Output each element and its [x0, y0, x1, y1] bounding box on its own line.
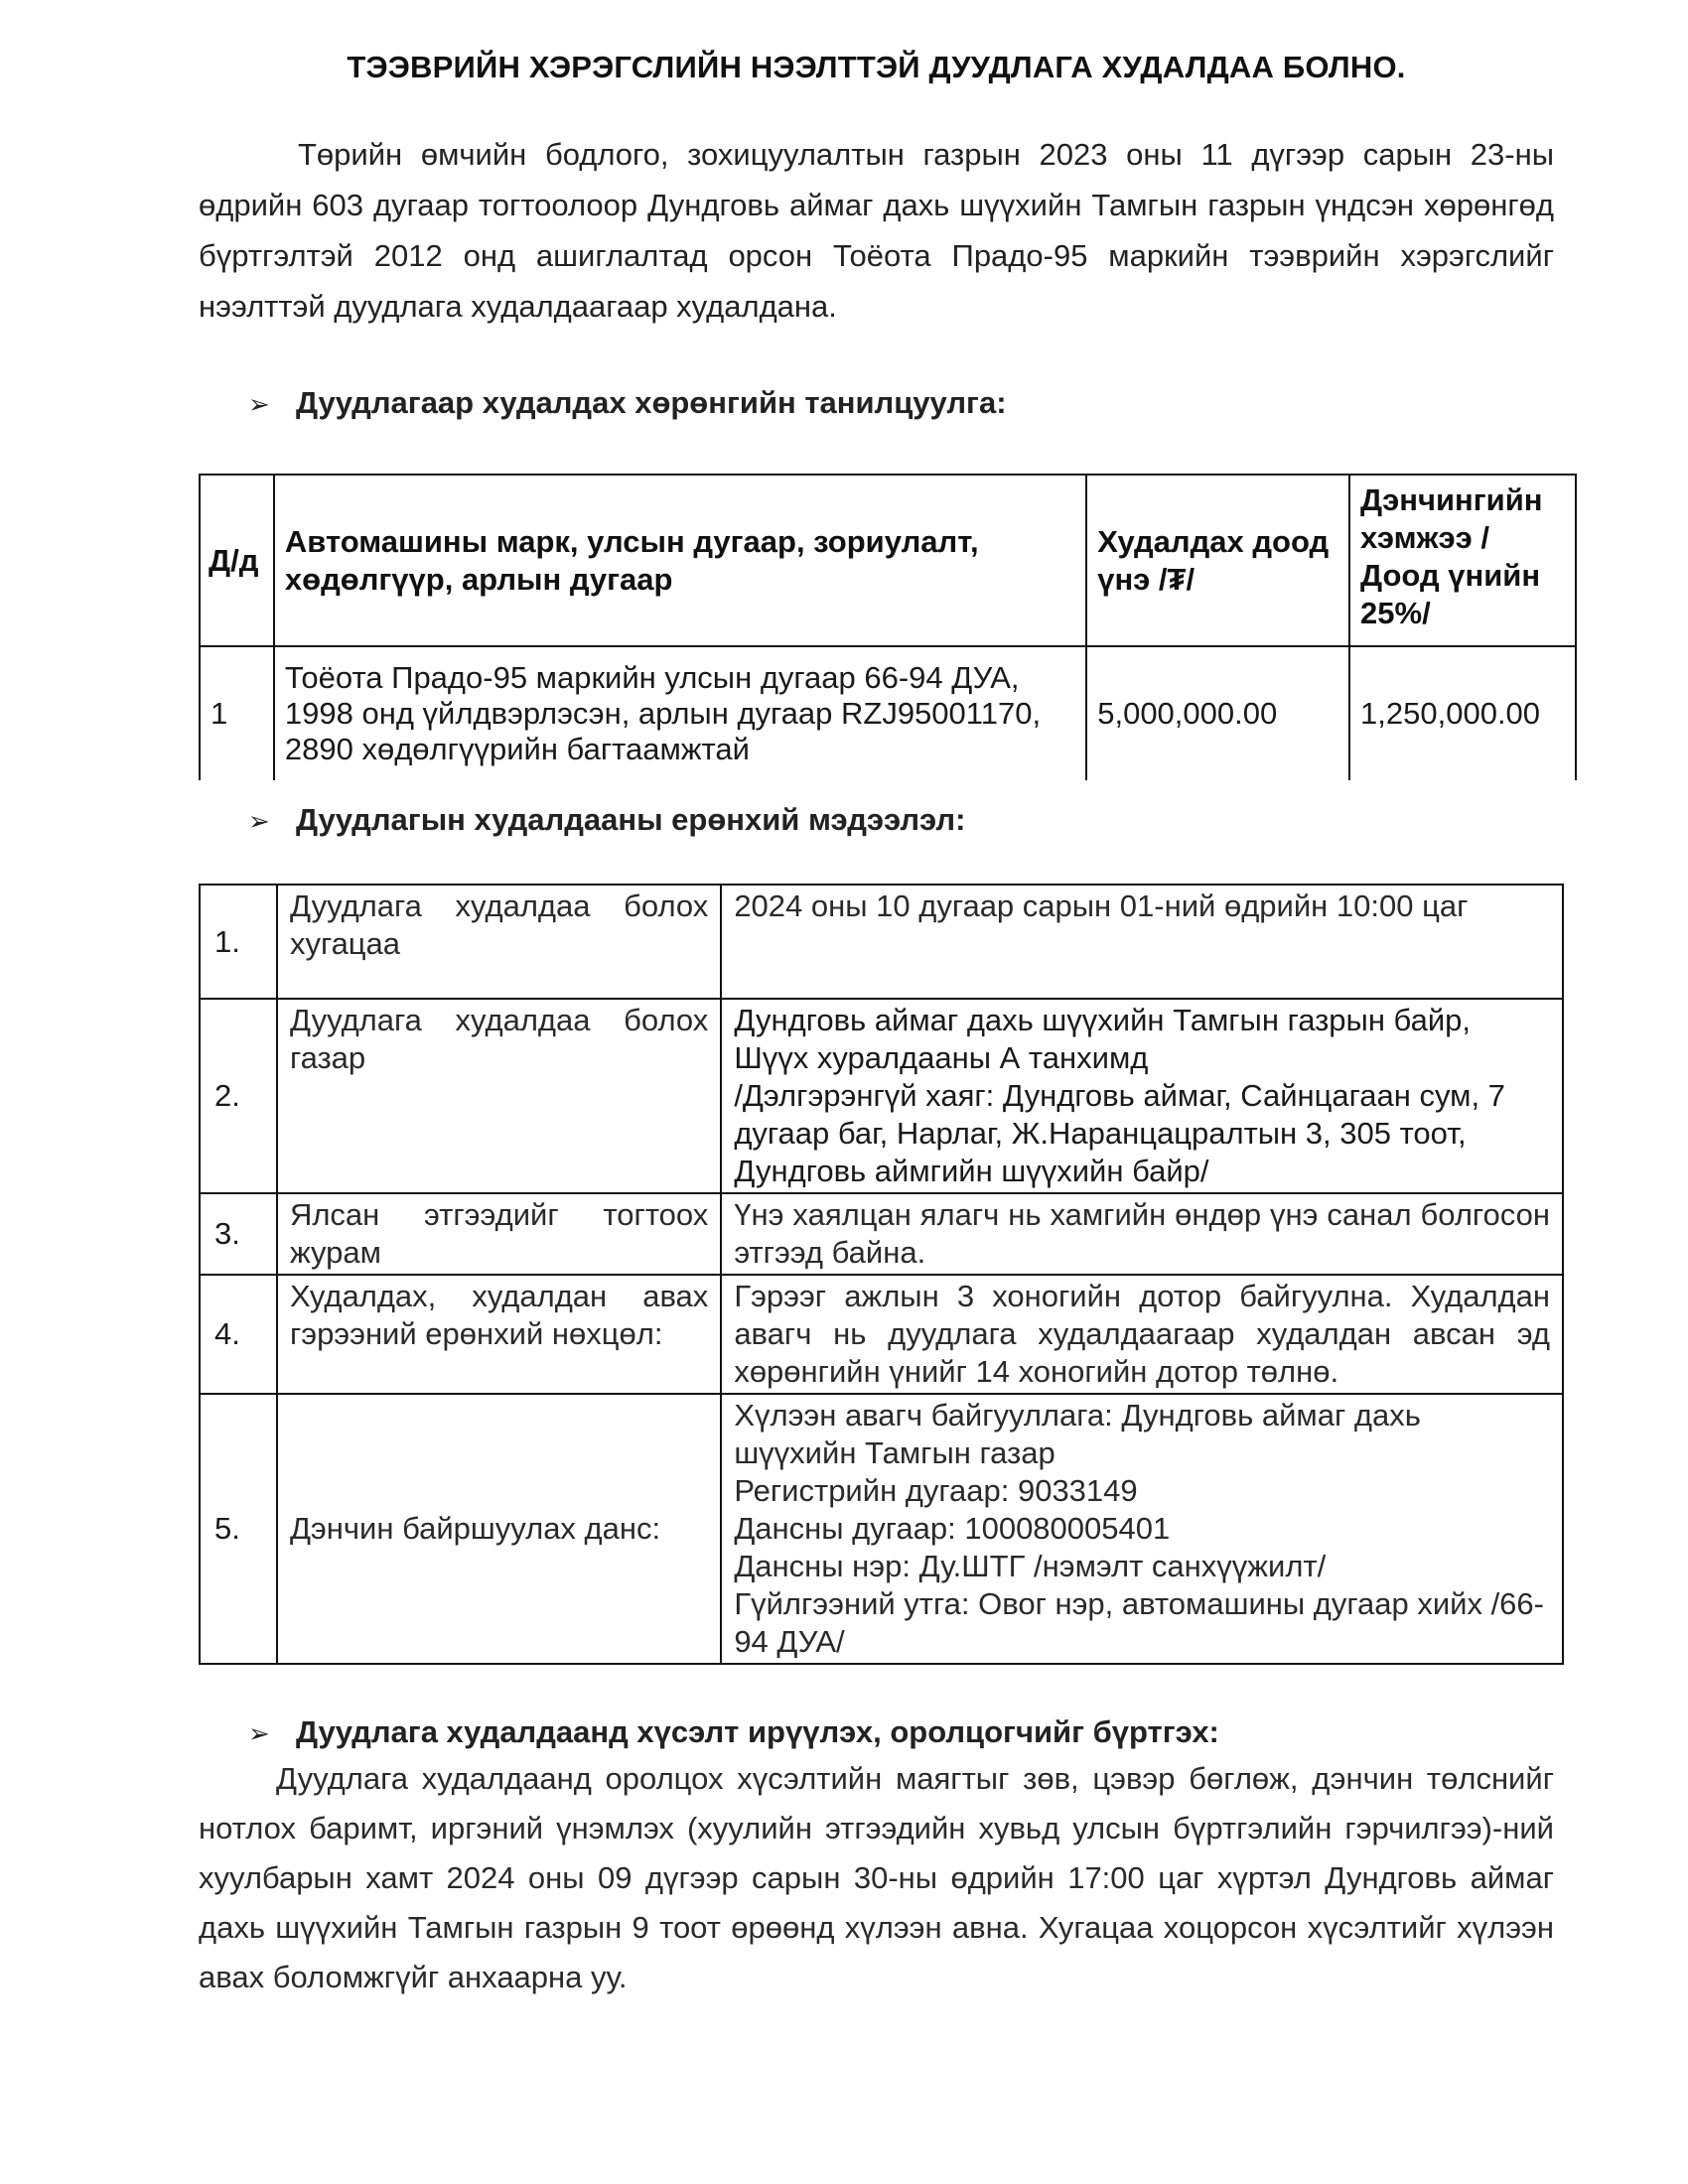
row-value	[721, 885, 1563, 999]
asset-table	[199, 474, 1577, 780]
row-value	[721, 1394, 1563, 1664]
arrow-bullet-icon: ➢	[248, 806, 270, 836]
value-line: Дансны нэр: Ду.ШТГ /нэмэлт санхүүжилт/	[734, 1549, 1327, 1583]
row-label: Дуудлага худалдаа болох хугацаа	[277, 885, 721, 999]
value-line: /Дэлгэрэнгүй хаяг: Дундговь аймаг, Сайнцагаан сум, 7 дугаар баг, Нарлаг, Ж.Наранцацралтын 3, 305 тоот, Дундговь аймгийн шүүхийн байр/	[734, 1078, 1505, 1188]
row-label: Худалдах, худалдан авах гэрээний ерөнхий нөхцөл:	[277, 1275, 721, 1394]
row-number: 1.	[200, 885, 277, 999]
row-number: 3.	[200, 1193, 277, 1275]
value-line: Үнэ хаялцан ялагч нь хамгийн өндөр үнэ санал болгосон этгээд байна.	[734, 1197, 1550, 1270]
section-heading-text: Дуудлага худалдаанд хүсэлт ирүүлэх, оролцогчийг бүртгэх:	[296, 1714, 1219, 1749]
info-table	[199, 884, 1564, 1665]
value-line: Хүлээн авагч байгууллага: Дундговь аймаг дахь шүүхийн Тамгын газар	[734, 1398, 1421, 1470]
table-header-row	[200, 475, 1576, 646]
closing-paragraph	[199, 1754, 1554, 2002]
value-line: Гэрээг ажлын 3 хоногийн дотор байгуулна. Худалдан авагч нь дуудлага худалдаагаар худалдан авсан эд хөрөнгийн үнийг 14 хоногийн дотор төлнө.	[734, 1279, 1550, 1389]
arrow-bullet-icon: ➢	[248, 1718, 270, 1748]
row-label: Ялсан этгээдийг тогтоох журам	[277, 1193, 721, 1275]
row-number: 4.	[200, 1275, 277, 1394]
table-row	[200, 1193, 1563, 1275]
section-heading-text: Дуудлагын худалдааны ерөнхий мэдээлэл:	[296, 802, 966, 837]
cell-description: Тоёота Прадо-95 маркийн улсын дугаар 66-94 ДУА, 1998 онд үйлдвэрлэсэн, арлын дугаар RZJ95001170, 2890 хөдөлгүүрийн багтаамжтай	[274, 646, 1086, 780]
row-value	[721, 999, 1563, 1193]
value-line: Дансны дугаар: 100080005401	[734, 1511, 1171, 1546]
section-heading-asset	[248, 385, 1007, 421]
header-no: Д/д	[200, 475, 274, 646]
row-number: 5.	[200, 1394, 277, 1664]
header-min-price: Худалдах доод үнэ /₮/	[1086, 475, 1349, 646]
table-row	[200, 646, 1576, 780]
table-row	[200, 1275, 1563, 1394]
intro-paragraph	[199, 129, 1554, 332]
intro-text: Төрийн өмчийн бодлого, зохицуулалтын газрын 2023 оны 11 дүгээр сарын 23-ны өдрийн 603 дугаар тогтоолоор Дундговь аймаг дахь шүүхийн Тамгын газрын үндсэн хөрөнгөд бүртгэлтэй 2012 онд ашиглалтад орсон Тоёота Прадо-95 маркийн тээврийн хэрэгслийг нээлттэй дуудлага худалдаагаар худалдана.	[199, 137, 1554, 324]
header-deposit: Дэнчингийн хэмжээ /Доод үнийн 25%/	[1349, 475, 1576, 646]
arrow-bullet-icon: ➢	[248, 389, 270, 419]
section-heading-registration	[248, 1714, 1219, 1750]
section-heading-text: Дуудлагаар худалдах хөрөнгийн танилцуулга:	[296, 385, 1007, 420]
closing-text: Дуудлага худалдаанд оролцох хүсэлтийн маягтыг зөв, цэвэр бөглөж, дэнчин төлснийг нотлох баримт, иргэний үнэмлэх (хуулийн этгээдийн хувьд улсын бүртгэлийн гэрчилгээ)-ний хуулбарын хамт 2024 оны 09 дүгээр сарын 30-ны өдрийн 17:00 цаг хүртэл Дундговь аймаг дахь шүүхийн Тамгын газрын 9 тоот өрөөнд хүлээн авна. Хугацаа хоцорсон хүсэлтийг хүлээн авах боломжгүйг анхаарна уу.	[199, 1761, 1554, 1994]
section-heading-info	[248, 802, 965, 838]
cell-deposit: 1,250,000.00	[1349, 646, 1576, 780]
value-line: Регистрийн дугаар: 9033149	[734, 1473, 1138, 1508]
header-description: Автомашины марк, улсын дугаар, зориулалт, хөдөлгүүр, арлын дугаар	[274, 475, 1086, 646]
row-value	[721, 1275, 1563, 1394]
document-title: ТЭЭВРИЙН ХЭРЭГСЛИЙН НЭЭЛТТЭЙ ДУУДЛАГА ХУДАЛДАА БОЛНО.	[347, 50, 1406, 84]
value-line: 2024 оны 10 дугаар сарын 01-ний өдрийн 10:00 цаг	[734, 888, 1469, 923]
row-label: Дуудлага худалдаа болох газар	[277, 999, 721, 1193]
row-number: 2.	[200, 999, 277, 1193]
row-label: Дэнчин байршуулах данс:	[277, 1394, 721, 1664]
cell-no: 1	[200, 646, 274, 780]
cell-min-price: 5,000,000.00	[1086, 646, 1349, 780]
row-value	[721, 1193, 1563, 1275]
table-row	[200, 999, 1563, 1193]
value-line: Дундговь аймаг дахь шүүхийн Тамгын газрын байр, Шүүх хуралдааны А танхимд	[734, 1003, 1472, 1075]
table-row	[200, 1394, 1563, 1664]
value-line: Гүйлгээний утга: Овог нэр, автомашины дугаар хийх /66-94 ДУА/	[734, 1586, 1544, 1659]
table-row	[200, 885, 1563, 999]
